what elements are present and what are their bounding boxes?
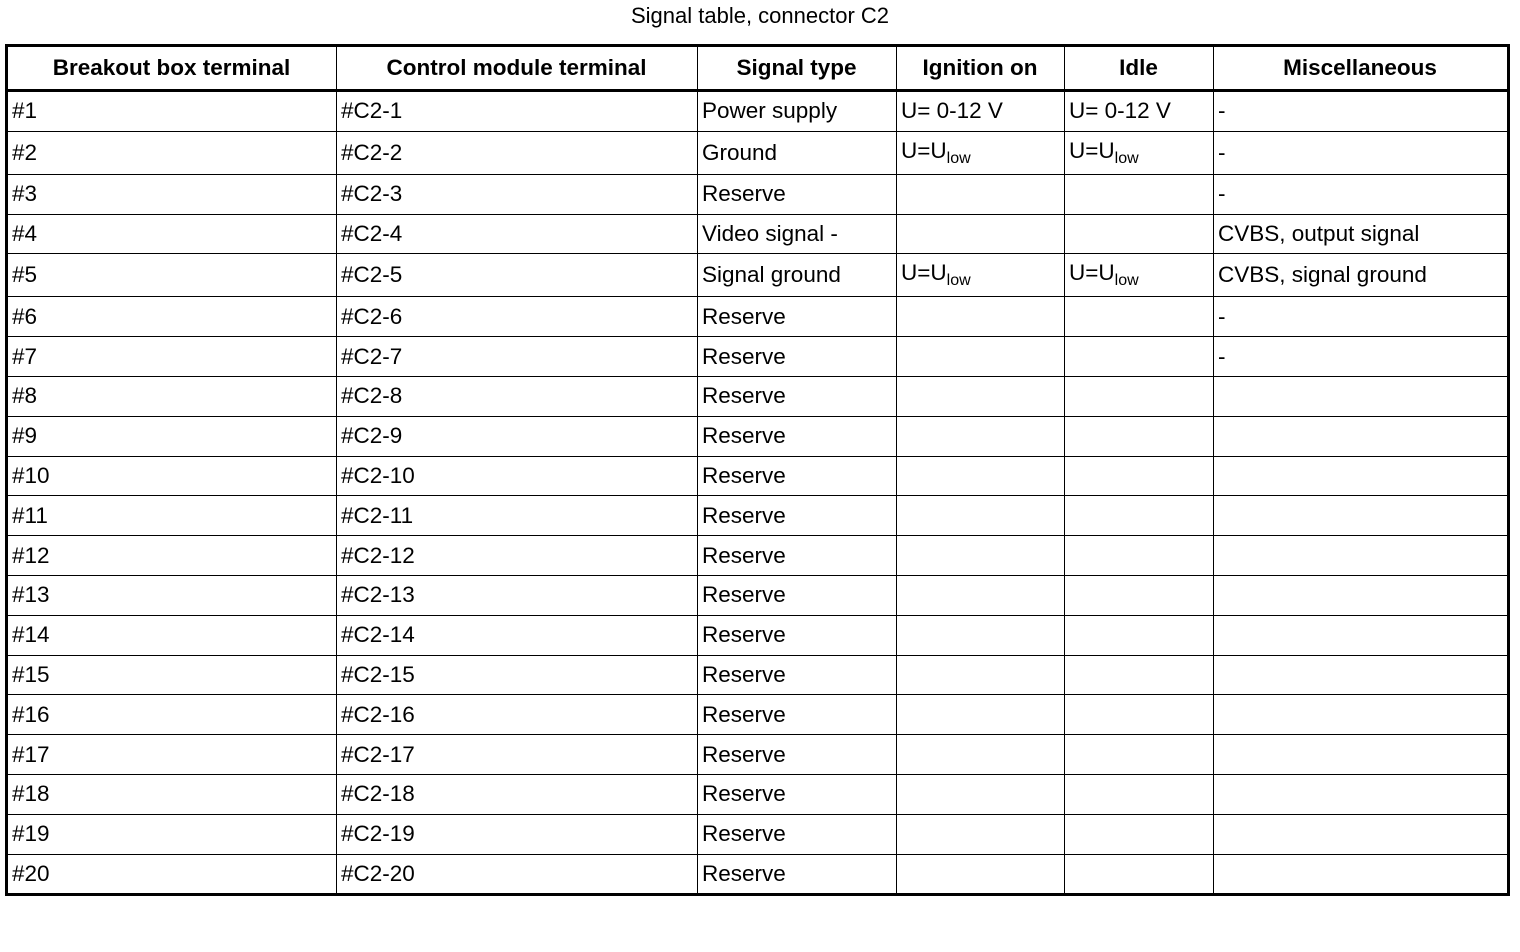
header-ignition-on: Ignition on bbox=[897, 46, 1065, 91]
signal-type-cell: Reserve bbox=[698, 735, 897, 775]
module-terminal-cell: #C2-17 bbox=[337, 735, 698, 775]
module-terminal-cell: #C2-6 bbox=[337, 297, 698, 337]
table-row bbox=[7, 655, 1509, 695]
ignition-on-cell bbox=[897, 254, 1065, 297]
breakout-terminal-cell: #1 bbox=[7, 91, 337, 132]
miscellaneous-cell bbox=[1214, 416, 1509, 456]
idle-cell bbox=[1065, 456, 1214, 496]
module-terminal-cell: #C2-1 bbox=[337, 91, 698, 132]
header-breakout-box-terminal: Breakout box terminal bbox=[7, 46, 337, 91]
idle-cell bbox=[1065, 575, 1214, 615]
ignition-on-cell: U= 0-12 V bbox=[897, 91, 1065, 132]
module-terminal-cell: #C2-12 bbox=[337, 536, 698, 576]
module-terminal-cell: #C2-3 bbox=[337, 174, 698, 214]
ignition-on-cell bbox=[897, 297, 1065, 337]
miscellaneous-cell bbox=[1214, 774, 1509, 814]
idle-cell bbox=[1065, 297, 1214, 337]
voltage-prefix: U=U bbox=[901, 260, 947, 286]
module-terminal-cell: #C2-14 bbox=[337, 615, 698, 655]
signal-type-cell: Power supply bbox=[698, 91, 897, 132]
idle-cell bbox=[1065, 376, 1214, 416]
module-terminal-cell: #C2-8 bbox=[337, 376, 698, 416]
signal-type-cell: Reserve bbox=[698, 615, 897, 655]
table-row bbox=[7, 337, 1509, 377]
idle-cell bbox=[1065, 774, 1214, 814]
miscellaneous-cell bbox=[1214, 376, 1509, 416]
voltage-low-value bbox=[1069, 260, 1139, 290]
voltage-low-value bbox=[1069, 137, 1139, 167]
signal-type-cell: Reserve bbox=[698, 536, 897, 576]
signal-type-cell: Ground bbox=[698, 131, 897, 174]
signal-type-cell: Video signal - bbox=[698, 214, 897, 254]
signal-type-cell: Reserve bbox=[698, 416, 897, 456]
module-terminal-cell: #C2-7 bbox=[337, 337, 698, 377]
breakout-terminal-cell: #10 bbox=[7, 456, 337, 496]
miscellaneous-cell: - bbox=[1214, 337, 1509, 377]
table-row bbox=[7, 695, 1509, 735]
idle-cell bbox=[1065, 496, 1214, 536]
breakout-terminal-cell: #17 bbox=[7, 735, 337, 775]
signal-table bbox=[5, 44, 1510, 896]
signal-type-cell: Reserve bbox=[698, 854, 897, 895]
signal-type-cell: Reserve bbox=[698, 297, 897, 337]
breakout-terminal-cell: #13 bbox=[7, 575, 337, 615]
table-row bbox=[7, 496, 1509, 536]
module-terminal-cell: #C2-19 bbox=[337, 814, 698, 854]
module-terminal-cell: #C2-4 bbox=[337, 214, 698, 254]
idle-cell bbox=[1065, 695, 1214, 735]
breakout-terminal-cell: #4 bbox=[7, 214, 337, 254]
table-header bbox=[7, 46, 1509, 91]
ignition-on-cell bbox=[897, 337, 1065, 377]
table-row bbox=[7, 735, 1509, 775]
ignition-on-cell bbox=[897, 496, 1065, 536]
miscellaneous-cell: - bbox=[1214, 131, 1509, 174]
voltage-subscript: low bbox=[1114, 149, 1139, 167]
module-terminal-cell: #C2-13 bbox=[337, 575, 698, 615]
ignition-on-cell bbox=[897, 416, 1065, 456]
signal-type-cell: Reserve bbox=[698, 376, 897, 416]
table-row bbox=[7, 297, 1509, 337]
module-terminal-cell: #C2-15 bbox=[337, 655, 698, 695]
module-terminal-cell: #C2-11 bbox=[337, 496, 698, 536]
miscellaneous-cell bbox=[1214, 496, 1509, 536]
module-terminal-cell: #C2-10 bbox=[337, 456, 698, 496]
miscellaneous-cell: - bbox=[1214, 174, 1509, 214]
breakout-terminal-cell: #9 bbox=[7, 416, 337, 456]
ignition-on-cell bbox=[897, 814, 1065, 854]
breakout-terminal-cell: #12 bbox=[7, 536, 337, 576]
module-terminal-cell: #C2-18 bbox=[337, 774, 698, 814]
ignition-on-cell bbox=[897, 456, 1065, 496]
breakout-terminal-cell: #2 bbox=[7, 131, 337, 174]
ignition-on-cell bbox=[897, 174, 1065, 214]
signal-type-cell: Reserve bbox=[698, 174, 897, 214]
idle-cell bbox=[1065, 174, 1214, 214]
voltage-prefix: U=U bbox=[901, 137, 947, 163]
breakout-terminal-cell: #14 bbox=[7, 615, 337, 655]
signal-type-cell: Reserve bbox=[698, 575, 897, 615]
breakout-terminal-cell: #7 bbox=[7, 337, 337, 377]
table-row bbox=[7, 814, 1509, 854]
breakout-terminal-cell: #5 bbox=[7, 254, 337, 297]
ignition-on-cell bbox=[897, 695, 1065, 735]
ignition-on-cell bbox=[897, 536, 1065, 576]
voltage-subscript: low bbox=[946, 149, 971, 167]
idle-cell bbox=[1065, 254, 1214, 297]
idle-cell bbox=[1065, 214, 1214, 254]
miscellaneous-cell bbox=[1214, 575, 1509, 615]
idle-cell bbox=[1065, 536, 1214, 576]
miscellaneous-cell bbox=[1214, 536, 1509, 576]
ignition-on-cell bbox=[897, 774, 1065, 814]
header-control-module-terminal: Control module terminal bbox=[337, 46, 698, 91]
breakout-terminal-cell: #16 bbox=[7, 695, 337, 735]
voltage-low-value bbox=[901, 260, 971, 290]
table-row bbox=[7, 254, 1509, 297]
signal-type-cell: Reserve bbox=[698, 695, 897, 735]
header-idle: Idle bbox=[1065, 46, 1214, 91]
ignition-on-cell bbox=[897, 131, 1065, 174]
module-terminal-cell: #C2-9 bbox=[337, 416, 698, 456]
miscellaneous-cell: - bbox=[1214, 91, 1509, 132]
header-row bbox=[7, 46, 1509, 91]
ignition-on-cell bbox=[897, 655, 1065, 695]
breakout-terminal-cell: #6 bbox=[7, 297, 337, 337]
table-row bbox=[7, 91, 1509, 132]
breakout-terminal-cell: #19 bbox=[7, 814, 337, 854]
idle-cell bbox=[1065, 814, 1214, 854]
table-row bbox=[7, 615, 1509, 655]
miscellaneous-cell bbox=[1214, 854, 1509, 895]
module-terminal-cell: #C2-5 bbox=[337, 254, 698, 297]
voltage-prefix: U=U bbox=[1069, 137, 1115, 163]
breakout-terminal-cell: #20 bbox=[7, 854, 337, 895]
ignition-on-cell bbox=[897, 575, 1065, 615]
header-miscellaneous: Miscellaneous bbox=[1214, 46, 1509, 91]
signal-type-cell: Reserve bbox=[698, 456, 897, 496]
module-terminal-cell: #C2-16 bbox=[337, 695, 698, 735]
idle-cell: U= 0-12 V bbox=[1065, 91, 1214, 132]
idle-cell bbox=[1065, 655, 1214, 695]
table-row bbox=[7, 376, 1509, 416]
miscellaneous-cell bbox=[1214, 814, 1509, 854]
miscellaneous-cell bbox=[1214, 655, 1509, 695]
breakout-terminal-cell: #8 bbox=[7, 376, 337, 416]
table-row bbox=[7, 575, 1509, 615]
idle-cell bbox=[1065, 131, 1214, 174]
table-row bbox=[7, 131, 1509, 174]
ignition-on-cell bbox=[897, 854, 1065, 895]
idle-cell bbox=[1065, 337, 1214, 377]
ignition-on-cell bbox=[897, 735, 1065, 775]
voltage-subscript: low bbox=[1114, 272, 1139, 290]
signal-type-cell: Reserve bbox=[698, 814, 897, 854]
idle-cell bbox=[1065, 416, 1214, 456]
table-row bbox=[7, 214, 1509, 254]
ignition-on-cell bbox=[897, 376, 1065, 416]
table-body bbox=[7, 91, 1509, 895]
miscellaneous-cell: CVBS, output signal bbox=[1214, 214, 1509, 254]
module-terminal-cell: #C2-2 bbox=[337, 131, 698, 174]
table-row bbox=[7, 536, 1509, 576]
idle-cell bbox=[1065, 735, 1214, 775]
miscellaneous-cell: CVBS, signal ground bbox=[1214, 254, 1509, 297]
ignition-on-cell bbox=[897, 615, 1065, 655]
table-row bbox=[7, 174, 1509, 214]
signal-type-cell: Reserve bbox=[698, 655, 897, 695]
miscellaneous-cell bbox=[1214, 615, 1509, 655]
table-row bbox=[7, 774, 1509, 814]
voltage-low-value bbox=[901, 137, 971, 167]
idle-cell bbox=[1065, 854, 1214, 895]
signal-type-cell: Reserve bbox=[698, 337, 897, 377]
miscellaneous-cell bbox=[1214, 695, 1509, 735]
signal-type-cell: Reserve bbox=[698, 774, 897, 814]
voltage-subscript: low bbox=[946, 272, 971, 290]
breakout-terminal-cell: #15 bbox=[7, 655, 337, 695]
ignition-on-cell bbox=[897, 214, 1065, 254]
miscellaneous-cell: - bbox=[1214, 297, 1509, 337]
miscellaneous-cell bbox=[1214, 735, 1509, 775]
header-signal-type: Signal type bbox=[698, 46, 897, 91]
page-title: Signal table, connector C2 bbox=[630, 3, 890, 28]
table-row bbox=[7, 456, 1509, 496]
miscellaneous-cell bbox=[1214, 456, 1509, 496]
signal-type-cell: Reserve bbox=[698, 496, 897, 536]
idle-cell bbox=[1065, 615, 1214, 655]
breakout-terminal-cell: #3 bbox=[7, 174, 337, 214]
table-row bbox=[7, 416, 1509, 456]
table-row bbox=[7, 854, 1509, 895]
breakout-terminal-cell: #11 bbox=[7, 496, 337, 536]
voltage-prefix: U=U bbox=[1069, 260, 1115, 286]
breakout-terminal-cell: #18 bbox=[7, 774, 337, 814]
module-terminal-cell: #C2-20 bbox=[337, 854, 698, 895]
signal-type-cell: Signal ground bbox=[698, 254, 897, 297]
